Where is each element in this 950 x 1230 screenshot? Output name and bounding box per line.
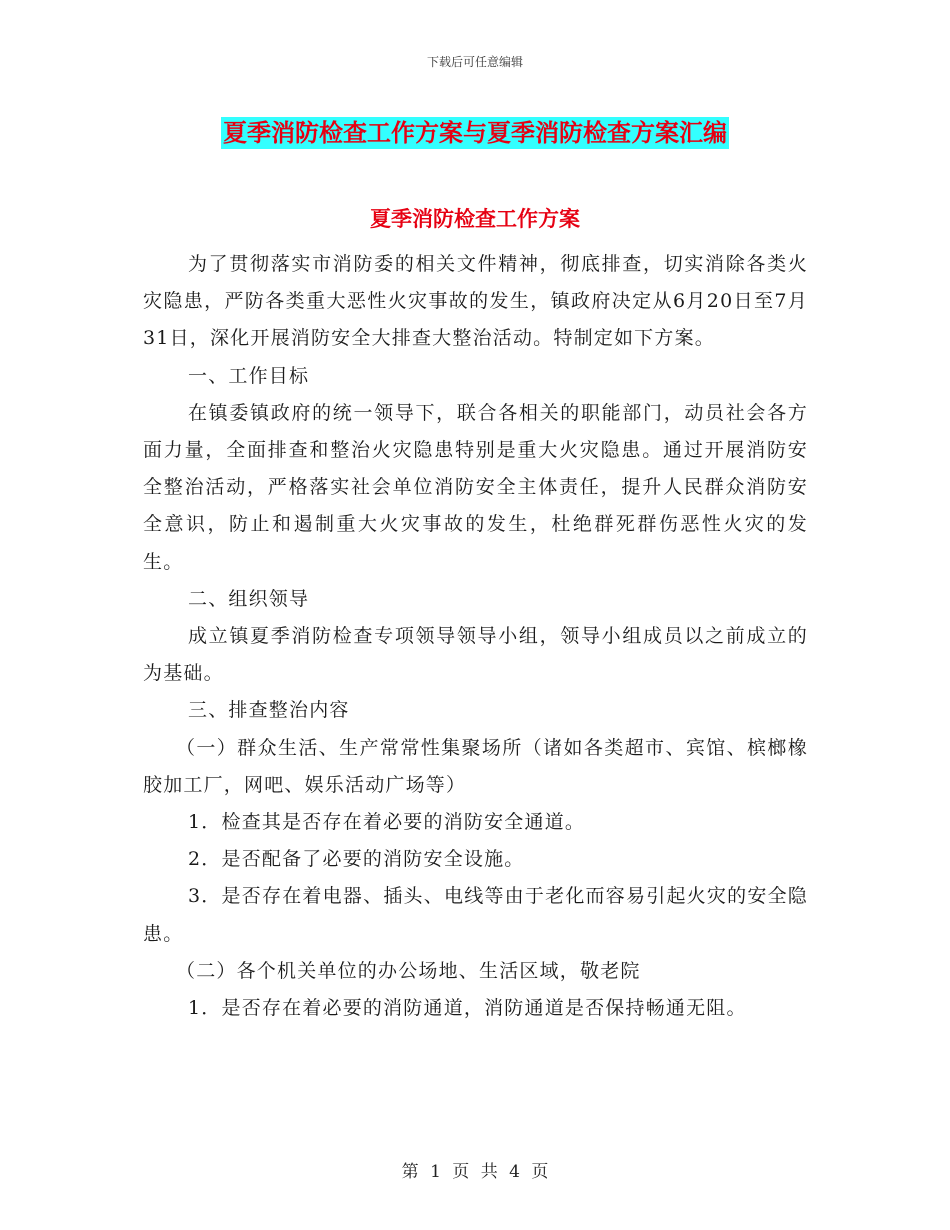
document-main-title [0,113,950,148]
paragraph-work-goal: 在镇委镇政府的统一领导下，联合各相关的职能部门，动员社会各方面力量，全面排查和整治火灾隐患特别是重大火灾隐患。通过开展消防安全整治活动，严格落实社会单位消防安全主体责任，提升人民群众消防安全意识，防止和遏制重大火灾事故的发生，杜绝群死群伤恶性火灾的发生。 [143,401,808,573]
section-title: 夏季消防检查工作方案 [370,207,580,231]
subheading-gathering-places: （一）群众生活、生产常常性集聚场所（诸如各类超市、宾馆、槟榔橡胶加工厂，网吧、娱乐活动广场等） [143,736,808,796]
list-item: 3．是否存在着电器、插头、电线等由于老化而容易引起火灾的安全隐患。 [143,885,808,945]
list-item: 1．检查其是否存在着必要的消防安全通道。 [188,811,586,834]
list-item: 1．是否存在着必要的消防通道，消防通道是否保持畅通无阻。 [188,997,747,1020]
document-body [143,246,808,1027]
page-number: 第 1 页 共 4 页 [401,1162,549,1182]
header-note: 下载后可任意编辑 [426,55,523,69]
main-title-text: 夏季消防检查工作方案与夏季消防检查方案汇编 [223,119,727,147]
heading-work-goal: 一、工作目标 [188,364,310,387]
heading-inspection-content: 三、排查整治内容 [188,699,350,722]
list-item: 2．是否配备了必要的消防安全设施。 [188,848,525,871]
paragraph-organization: 成立镇夏季消防检查专项领导领导小组，领导小组成员以之前成立的为基础。 [143,625,808,685]
paragraph-intro: 为了贯彻落实市消防委的相关文件精神，彻底排查，切实消除各类火灾隐患，严防各类重大恶性火灾事故的发生，镇政府决定从6月20日至7月31日，深化开展消防安全大排查大整治活动。特制定如下方案。 [143,253,808,350]
heading-organization: 二、组织领导 [188,587,310,610]
subheading-offices: （二）各个机关单位的办公场地、生活区域，敬老院 [176,959,641,982]
